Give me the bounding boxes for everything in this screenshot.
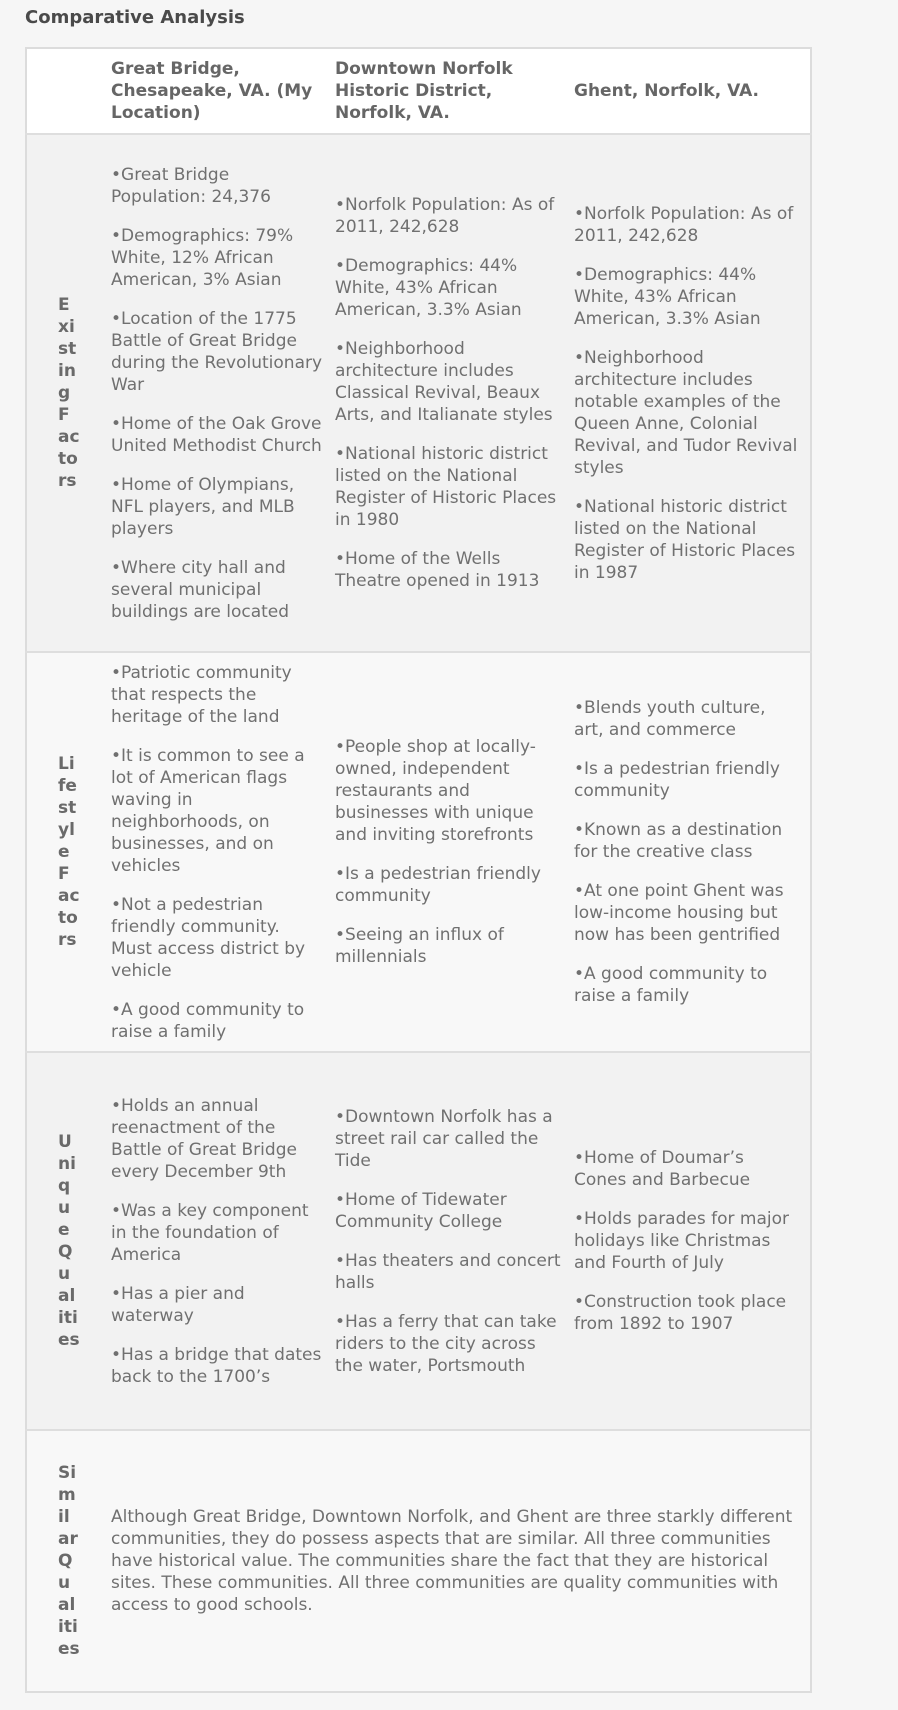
- list-item: •It is common to see a lot of American flags waving in neighborhoods, on businesses, and on vehicles: [111, 745, 305, 876]
- list-item: •Patriotic community that respects the heritage of the land: [111, 662, 292, 727]
- list-item: •Where city hall and several municipal buildings are located: [111, 557, 290, 622]
- row-existing-factors: [26, 134, 811, 652]
- row-unique-qualities: [26, 1052, 811, 1430]
- list-item: •Home of Tidewater Community College: [335, 1189, 507, 1232]
- header-row: [26, 48, 811, 134]
- row-lifestyle-factors: [26, 652, 811, 1052]
- list-item: •National historic district listed on the National Register of Historic Places in 1980: [335, 444, 557, 530]
- list-item: •Not a pedestrian friendly community. Must access district by vehicle: [111, 894, 306, 981]
- list-item: •Has a ferry that can take riders to the city across the water, Portsmouth: [335, 1311, 557, 1376]
- header-great-bridge: Great Bridge, Chesapeake, VA. (My Location): [111, 59, 313, 123]
- list-item: •Was a key component in the foundation of America: [111, 1200, 309, 1265]
- great-bridge-existing-list: [111, 164, 325, 623]
- row-similar-qualities: [26, 1430, 811, 1692]
- header-ghent: Ghent, Norfolk, VA.: [574, 81, 759, 101]
- list-item: •National historic district listed on the National Register of Historic Places in 1987: [574, 496, 796, 583]
- list-item: •Neighborhood architecture includes notable examples of the Queen Anne, Colonial Revival, and Tudor Revival styles: [574, 347, 798, 478]
- list-item: •Demographics: 79% White, 12% African American, 3% Asian: [111, 225, 294, 290]
- list-item: •Is a pedestrian friendly community: [574, 759, 780, 801]
- list-item: •Holds an annual reenactment of the Battle of Great Bridge every December 9th: [111, 1095, 297, 1182]
- row-label-unique-qualities: UniqueQualities: [58, 1132, 80, 1350]
- list-item: •People shop at locally-owned, independent restaurants and businesses with unique and inviting storefronts: [335, 737, 536, 845]
- list-item: •Has a bridge that dates back to the 1700’s: [111, 1344, 322, 1387]
- row-label-similar-qualities: SimilarQualities: [58, 1463, 80, 1659]
- list-item: •A good community to raise a family: [574, 964, 768, 1006]
- list-item: •Construction took place from 1892 to 1907: [574, 1292, 787, 1334]
- list-item: •A good community to raise a family: [111, 999, 305, 1042]
- header-empty-cell: [26, 48, 111, 134]
- list-item: •Demographics: 44% White, 43% African American, 3.3% Asian: [335, 256, 522, 320]
- downtown-unique-list: [335, 1106, 564, 1377]
- list-item: •Home of Olympians, NFL players, and MLB players: [111, 474, 295, 539]
- ghent-existing-list: [574, 203, 798, 584]
- row-label-existing-factors: ExistingFactors: [58, 295, 80, 491]
- list-item: •Holds parades for major holidays like Christmas and Fourth of July: [574, 1209, 789, 1273]
- downtown-existing-list: [335, 194, 564, 592]
- list-item: •Demographics: 44% White, 43% African American, 3.3% Asian: [574, 264, 761, 329]
- list-item: •Norfolk Population: As of 2011, 242,628: [335, 195, 555, 237]
- list-item: •Home of the Oak Grove United Methodist Church: [111, 413, 322, 456]
- list-item: •Known as a destination for the creative class: [574, 820, 783, 862]
- comparison-table: [25, 47, 812, 1693]
- ghent-lifestyle-list: [574, 697, 798, 1007]
- list-item: •Downtown Norfolk has a street rail car called the Tide: [335, 1106, 553, 1171]
- list-item: •Has theaters and concert halls: [335, 1250, 561, 1293]
- downtown-lifestyle-list: [335, 736, 564, 968]
- page-title: Comparative Analysis: [25, 7, 245, 28]
- list-item: •Has a pier and waterway: [111, 1283, 245, 1326]
- header-downtown-norfolk: Downtown Norfolk Historic District, Norfolk, VA.: [335, 59, 513, 123]
- list-item: •Seeing an influx of millennials: [335, 925, 504, 967]
- list-item: •Blends youth culture, art, and commerce: [574, 698, 766, 740]
- list-item: •Location of the 1775 Battle of Great Bridge during the Revolutionary War: [111, 308, 323, 395]
- list-item: •Neighborhood architecture includes Classical Revival, Beaux Arts, and Italianate styles: [335, 339, 553, 425]
- list-item: •Great Bridge Population: 24,376: [111, 164, 271, 207]
- list-item: •At one point Ghent was low-income housing but now has been gentrified: [574, 881, 784, 945]
- ghent-unique-list: [574, 1147, 798, 1335]
- list-item: •Norfolk Population: As of 2011, 242,628: [574, 203, 794, 246]
- row-label-lifestyle-factors: LifestyleFactors: [58, 754, 80, 950]
- list-item: •Is a pedestrian friendly community: [335, 864, 541, 906]
- great-bridge-lifestyle-list: [111, 662, 325, 1043]
- great-bridge-unique-list: [111, 1095, 325, 1388]
- list-item: •Home of Doumar’s Cones and Barbecue: [574, 1148, 751, 1190]
- list-item: •Home of the Wells Theatre opened in 1913: [335, 549, 540, 591]
- similar-qualities-text: Although Great Bridge, Downtown Norfolk, and Ghent are three starkly different communities, they do possess aspects that are similar. All three communities have historical value. The communities share the fact that they are historical sites. These communities. All three communities are quality communities with access to good schools.: [111, 1507, 793, 1615]
